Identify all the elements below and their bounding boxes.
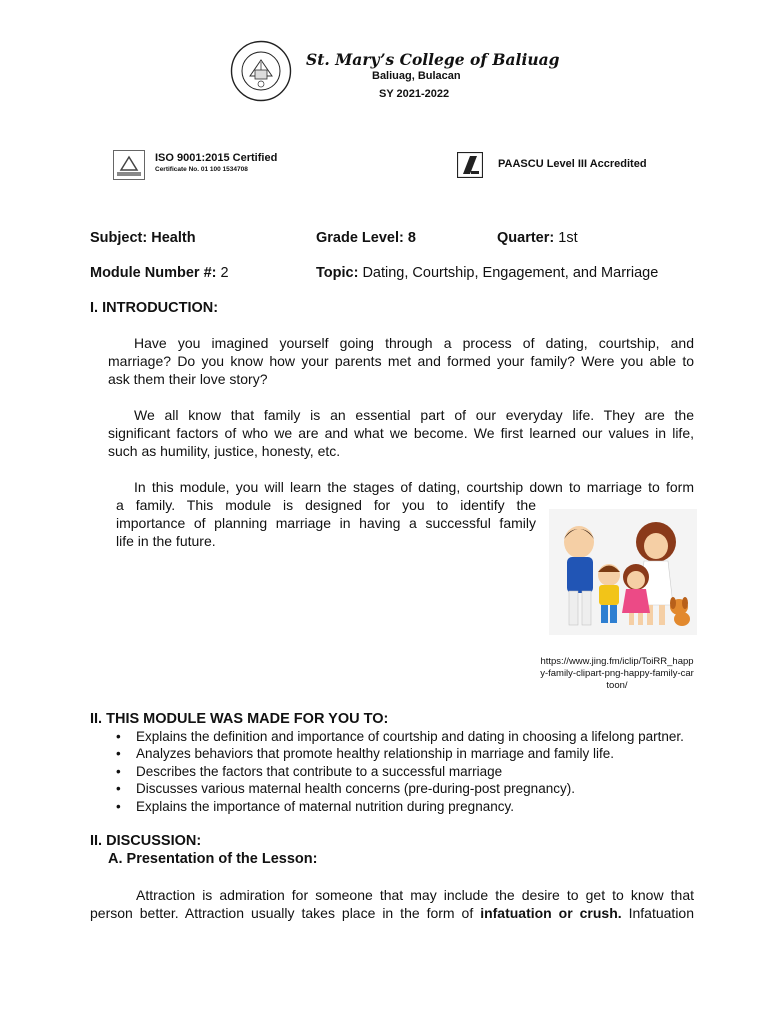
list-item: • Describes the factors that contribute to a successful marriage: [108, 763, 708, 780]
discussion-paragraph-1: Attraction is admiration for someone that may include the desire to get to know that person better. Attraction usually takes place in the form of infatuation or crush. Infatuation: [90, 887, 694, 921]
list-item: • Analyzes behaviors that promote healthy relationship in marriage and family life.: [108, 745, 708, 762]
school-name: St. Mary’s College of Baliuag: [306, 50, 560, 69]
module-number: Module Number #: 2: [90, 265, 229, 281]
quarter: Quarter: 1st: [497, 230, 578, 246]
image-credit-link[interactable]: https://www.jing.fm/iclip/ToiRR_happy-family-clipart-png-happy-family-cartoon/: [540, 656, 694, 691]
topic: Topic: Dating, Courtship, Engagement, and Marriage: [316, 265, 659, 281]
objectives-list: [108, 728, 708, 815]
intro-paragraph-1: Have you imagined yourself going through a process of dating, courtship, and marriage? Do you know how your parents met and formed your family? Were you able to ask them their love story?: [108, 335, 694, 387]
discussion-subheading: A. Presentation of the Lesson:: [108, 851, 318, 867]
intro-paragraph-3: In this module, you will learn the stages of dating, courtship down to marriage to form a family. This module is designed for you to identify the importance of planning marriage in having a successful family life in the future.: [116, 479, 694, 549]
subject: Subject: Health: [90, 230, 196, 246]
school-year: SY 2021-2022: [379, 88, 450, 100]
intro-paragraph-2: We all know that family is an essential part of our everyday life. They are the significant factors of who we are and what we become. We first learned our values in life, such as humility, justice, honesty, etc.: [108, 407, 694, 459]
iso-logo: [113, 150, 145, 180]
discussion-heading: II. DISCUSSION:: [90, 833, 202, 849]
objectives-heading: II. THIS MODULE WAS MADE FOR YOU TO:: [90, 711, 389, 727]
school-seal-text: [0, 0, 22, 1]
discussion-line-2: person better. Attraction usually takes place in the form of infatuation or crush. Infatuation: [90, 905, 694, 921]
school-seal: [230, 40, 292, 102]
list-item: • Discusses various maternal health concerns (pre-during-post pregnancy).: [108, 780, 708, 797]
paascu-accredited: PAASCU Level III Accredited: [498, 158, 647, 170]
list-item: • Explains the importance of maternal nutrition during pregnancy.: [108, 798, 708, 815]
list-item: • Explains the definition and importance of courtship and dating in choosing a lifelong partner.: [108, 728, 708, 745]
school-address: Baliuag, Bulacan: [372, 70, 461, 82]
happy-family-illustration: [549, 509, 697, 635]
introduction-heading: I. INTRODUCTION:: [90, 300, 219, 316]
grade-level: Grade Level: 8: [316, 230, 416, 246]
iso-certificate-number: Certificate No. 01 100 1534708: [155, 166, 248, 173]
paascu-logo: [457, 152, 483, 178]
iso-certified: ISO 9001:2015 Certified: [155, 152, 278, 164]
